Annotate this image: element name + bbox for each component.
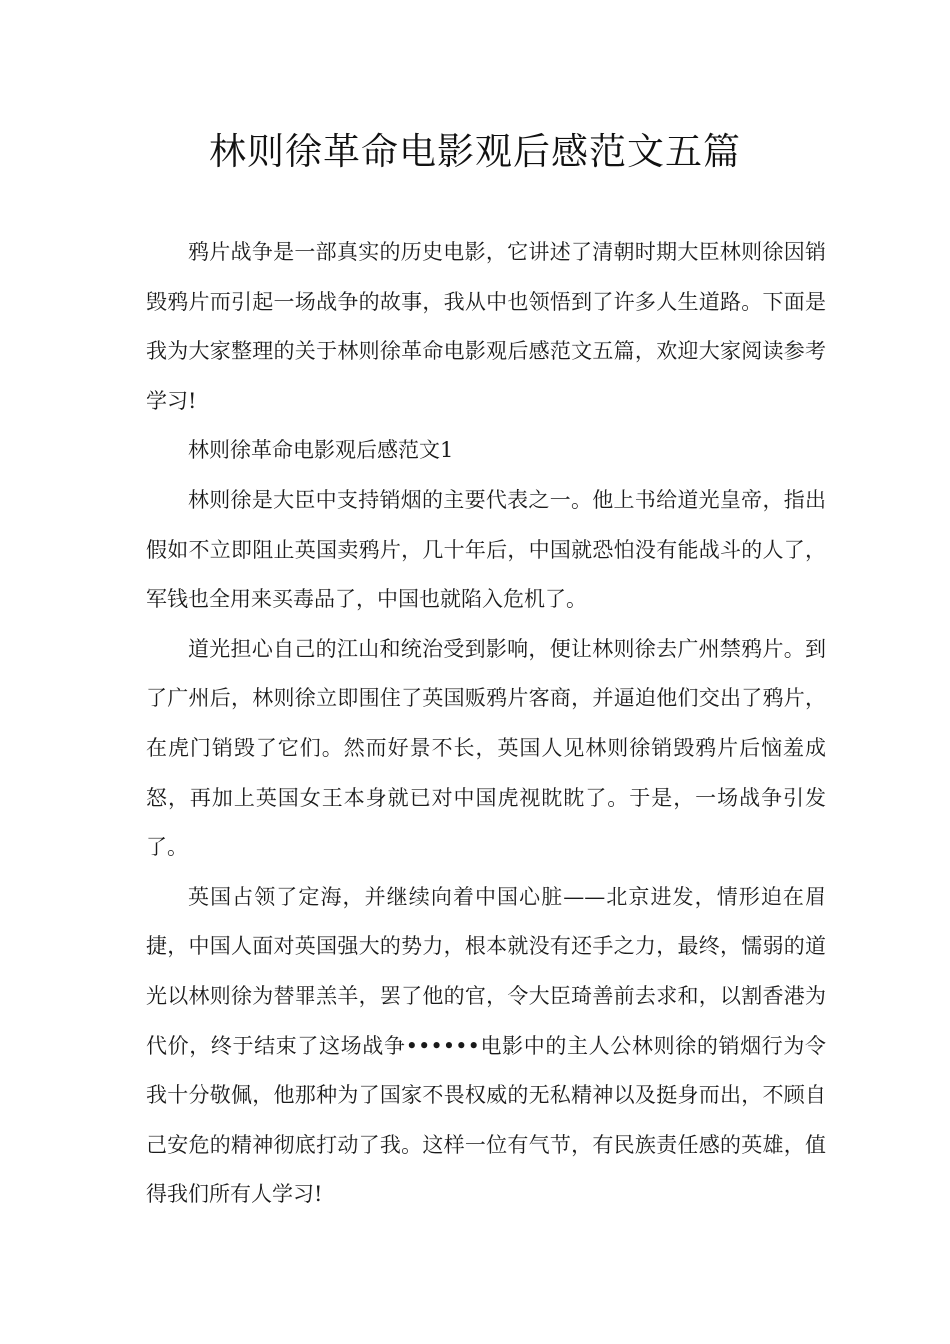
paragraph-intro: 鸦片战争是一部真实的历史电影，它讲述了清朝时期大臣林则徐因销毁鸦片而引起一场战争的故事，我从中也领悟到了许多人生道路。下面是我为大家整理的关于林则徐革命电影观后感范文五篇，欢迎大家阅读参考学习! (146, 240, 826, 413)
document-title: 林则徐革命电影观后感范文五篇 (209, 130, 741, 173)
paragraph: 道光担心自己的江山和统治受到影响，便让林则徐去广州禁鸦片。到了广州后，林则徐立即围住了英国贩鸦片客商，并逼迫他们交出了鸦片，在虎门销毁了它们。然而好景不长，英国人见林则徐销毁鸦片后恼羞成怒，再加上英国女王本身就已对中国虎视眈眈了。于是，一场战争引发了。 (146, 636, 826, 860)
section-heading: 林则徐革命电影观后感范文1 (188, 438, 454, 463)
document-body (146, 228, 826, 1220)
paragraph: 英国占领了定海，并继续向着中国心脏——北京进发，情形迫在眉捷，中国人面对英国强大的势力，根本就没有还手之力，最终，懦弱的道光以林则徐为替罪羔羊，罢了他的官，令大臣琦善前去求和，以割香港为代价，终于结束了这场战争••••••电影中的主人公林则徐的销烟行为令我十分敬佩，他那种为了国家不畏权威的无私精神以及挺身而出，不顾自己安危的精神彻底打动了我。这样一位有气节，有民族责任感的英雄，值得我们所有人学习! (146, 884, 826, 1207)
paragraph: 林则徐是大臣中支持销烟的主要代表之一。他上书给道光皇帝，指出假如不立即阻止英国卖鸦片，几十年后，中国就恐怕没有能战斗的人了，军钱也全用来买毒品了，中国也就陷入危机了。 (146, 487, 826, 612)
